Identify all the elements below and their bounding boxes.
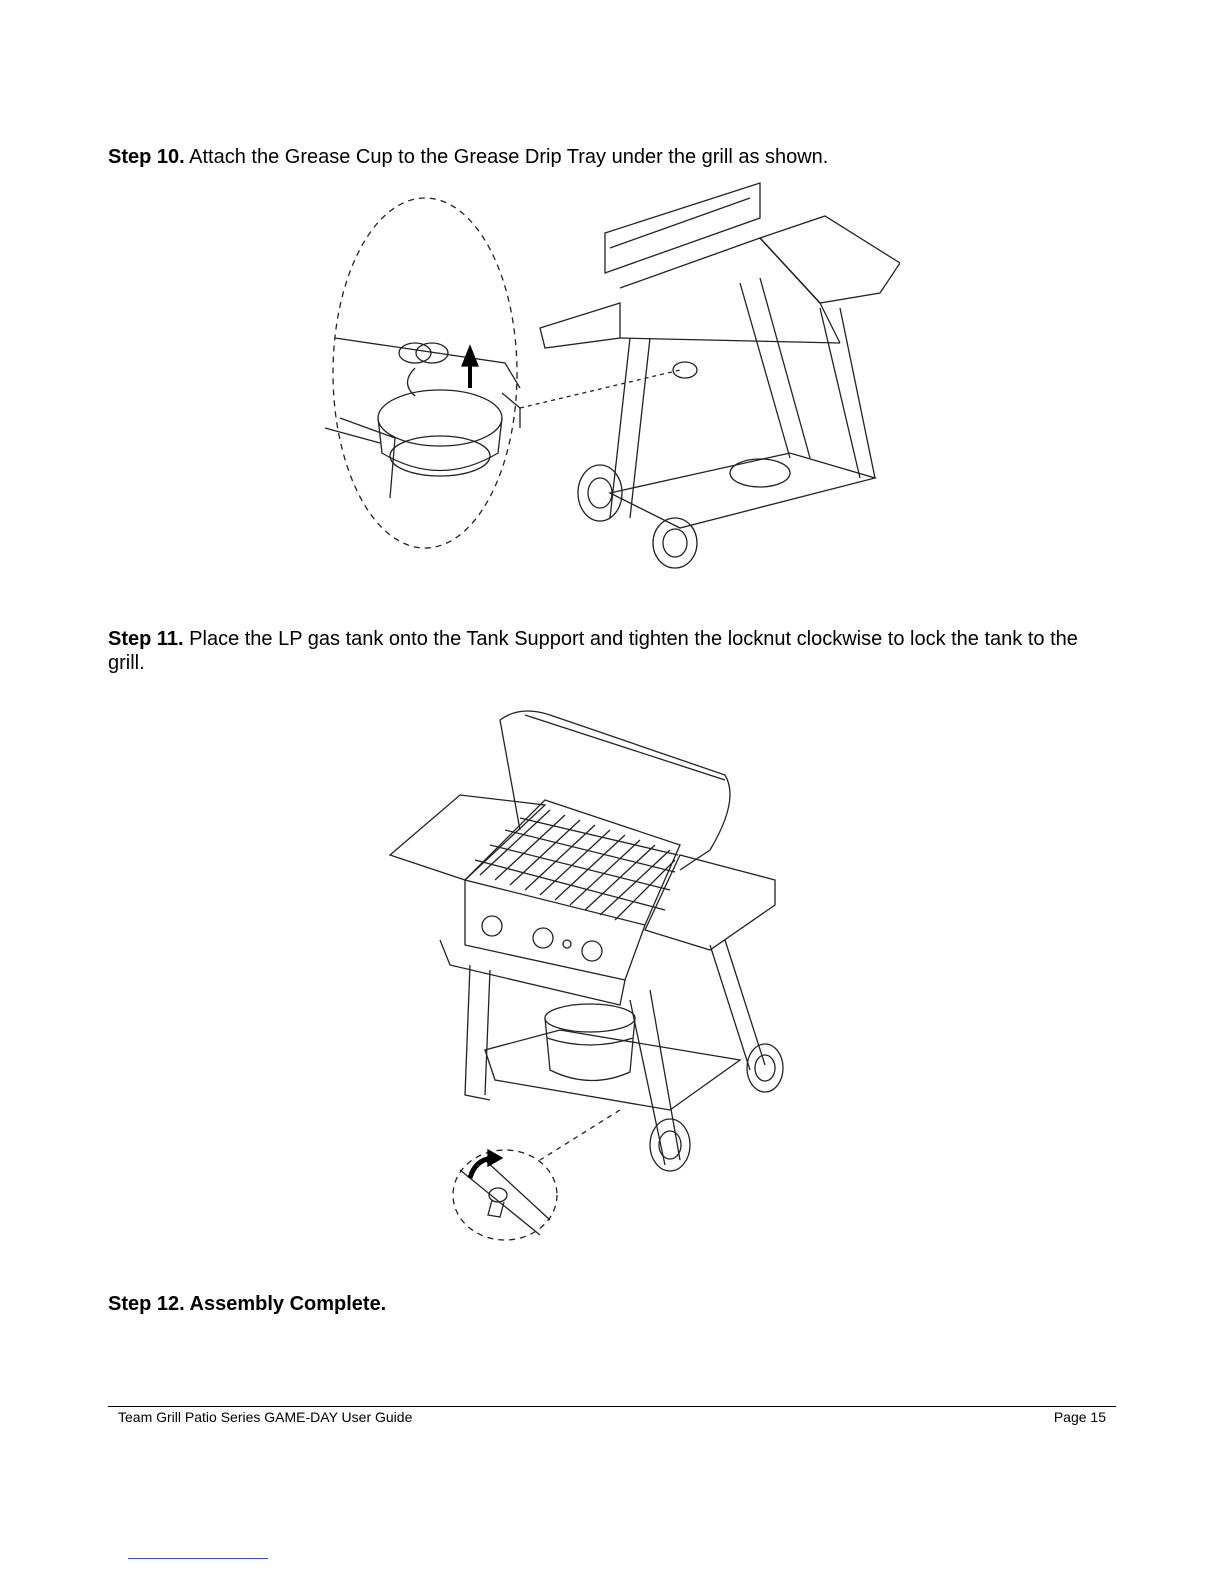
grease-cup-illustration: [320, 178, 900, 570]
step-11-label: Step 11.: [108, 628, 184, 650]
step-10-instruction: Attach the Grease Cup to the Grease Drip Tray under the grill as shown.: [184, 146, 829, 168]
lp-tank-installation-illustration: [380, 700, 800, 1245]
callout-leader-line: [540, 1110, 620, 1160]
detail-callout-circle: [453, 1150, 557, 1240]
footer-guide-title: Team Grill Patio Series GAME-DAY User Guide: [118, 1409, 413, 1425]
detail-callout-circle: [333, 198, 517, 548]
clockwise-arrow-icon: [470, 1150, 502, 1178]
step-12-heading: Step 12. Assembly Complete.: [108, 1293, 387, 1315]
step-10-label: Step 10.: [108, 146, 185, 168]
step-11-text: [108, 627, 1118, 675]
grill-drawing: [390, 711, 783, 1171]
grill-cart-drawing: [540, 183, 900, 568]
step-10-text: [108, 145, 1118, 169]
footer-divider: [108, 1406, 1116, 1407]
callout-leader-line: [520, 370, 680, 408]
step-11-instruction: Place the LP gas tank onto the Tank Support and tighten the locknut clockwise to lock the tank to the grill.: [108, 628, 1078, 674]
grease-cup-detail: [325, 338, 520, 498]
up-arrow-icon: [462, 346, 478, 388]
footer-page-number: Page 15: [1053, 1409, 1106, 1425]
decorative-line: [128, 1558, 268, 1559]
